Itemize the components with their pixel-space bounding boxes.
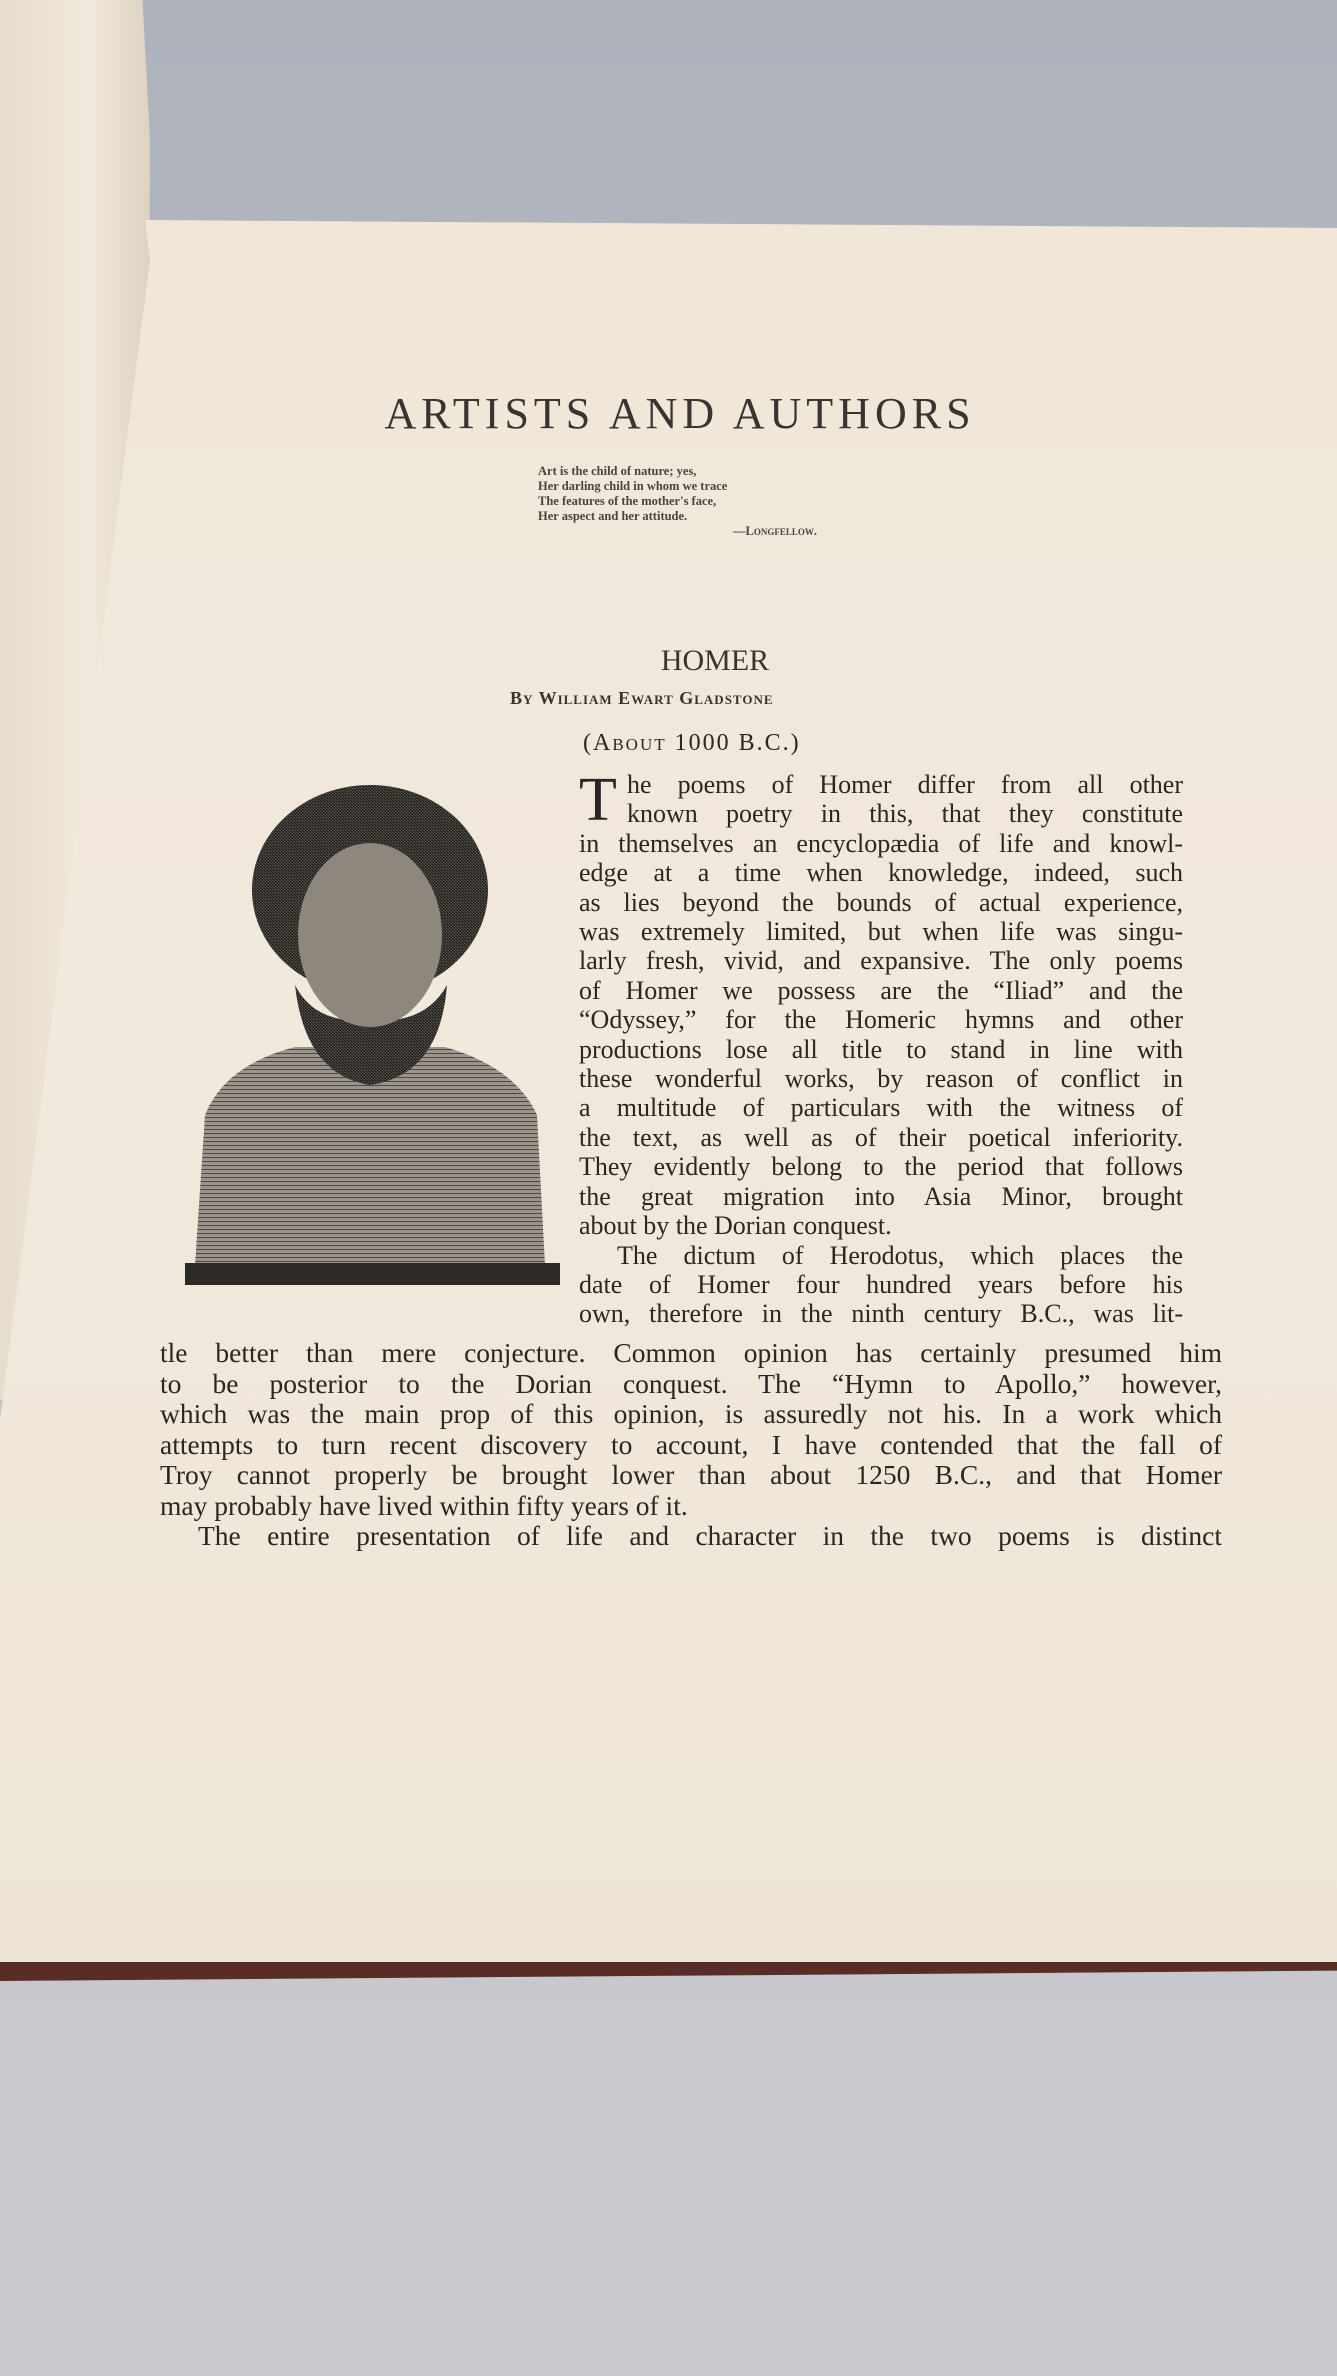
text-line: edge at a time when knowledge, indeed, such <box>579 858 1183 888</box>
text-line: The dictum of Herodotus, which places the <box>617 1240 1183 1270</box>
text-line: these wonderful works, by reason of conflict in <box>579 1064 1183 1094</box>
text-line: attempts to turn recent discovery to account, I have contended that the fall of <box>160 1428 1222 1460</box>
text-line: as lies beyond the bounds of actual experience, <box>579 887 1183 917</box>
text-line: which was the main prop of this opinion, is assuredly not his. In a work which <box>160 1398 1222 1429</box>
article-title: HOMER <box>660 644 770 677</box>
text-line: productions lose all title to stand in line with <box>579 1034 1183 1064</box>
article-byline: By William Ewart Gladstone <box>510 688 774 708</box>
bust-face <box>298 843 442 1027</box>
text-line: Troy cannot properly be brought lower than about 1250 B.C., and that Homer <box>160 1459 1222 1490</box>
text-line: the text, as well as of their poetical inferiority. <box>579 1122 1183 1152</box>
text-line: tle better than mere conjecture. Common opinion has certainly presumed him <box>160 1337 1222 1368</box>
text-line: own, therefore in the ninth century B.C., was lit- <box>579 1299 1183 1329</box>
article-full-width-text <box>160 1338 1222 1552</box>
text-line: may probably have lived within fifty years of it. <box>160 1489 688 1521</box>
text-line: to be posterior to the Dorian conquest. The “Hymn to Apollo,” however, <box>160 1367 1222 1399</box>
epigraph-attribution: —Longfellow. <box>733 524 817 538</box>
bust-illustration <box>185 785 560 1290</box>
bust-base <box>185 1263 560 1285</box>
epigraph-line: Her darling child in whom we trace <box>538 479 728 493</box>
text-line: known poetry in this, that they constitute <box>627 799 1183 829</box>
article-column-text <box>579 766 1183 1329</box>
drop-cap: T <box>579 766 617 834</box>
text-line: in themselves an encyclopædia of life and knowl- <box>579 828 1183 858</box>
text-line: the great migration into Asia Minor, brought <box>579 1181 1183 1211</box>
epigraph <box>538 464 817 539</box>
text-line: a multitude of particulars with the witness of <box>579 1093 1183 1123</box>
text-line: about by the Dorian conquest. <box>579 1211 892 1241</box>
text-line: “Odyssey,” for the Homeric hymns and other <box>579 1005 1183 1035</box>
text-line: larly fresh, vivid, and expansive. The only poems <box>579 946 1183 976</box>
section-title: ARTISTS AND AUTHORS <box>384 389 976 438</box>
article-date: (About 1000 B.C.) <box>583 730 801 756</box>
text-line: he poems of Homer differ from all other <box>627 770 1183 799</box>
epigraph-line: The features of the mother's face, <box>538 494 717 508</box>
epigraph-line: Her aspect and her attitude. <box>538 509 688 523</box>
text-line: The entire presentation of life and character in the two poems is distinct <box>198 1520 1222 1551</box>
epigraph-line: Art is the child of nature; yes, <box>538 464 697 478</box>
text-line: was extremely limited, but when life was singu- <box>579 917 1183 947</box>
text-line: They evidently belong to the period that follows <box>579 1152 1183 1182</box>
text-line: date of Homer four hundred years before his <box>579 1269 1183 1299</box>
text-line: of Homer we possess are the “Iliad” and the <box>579 975 1183 1005</box>
